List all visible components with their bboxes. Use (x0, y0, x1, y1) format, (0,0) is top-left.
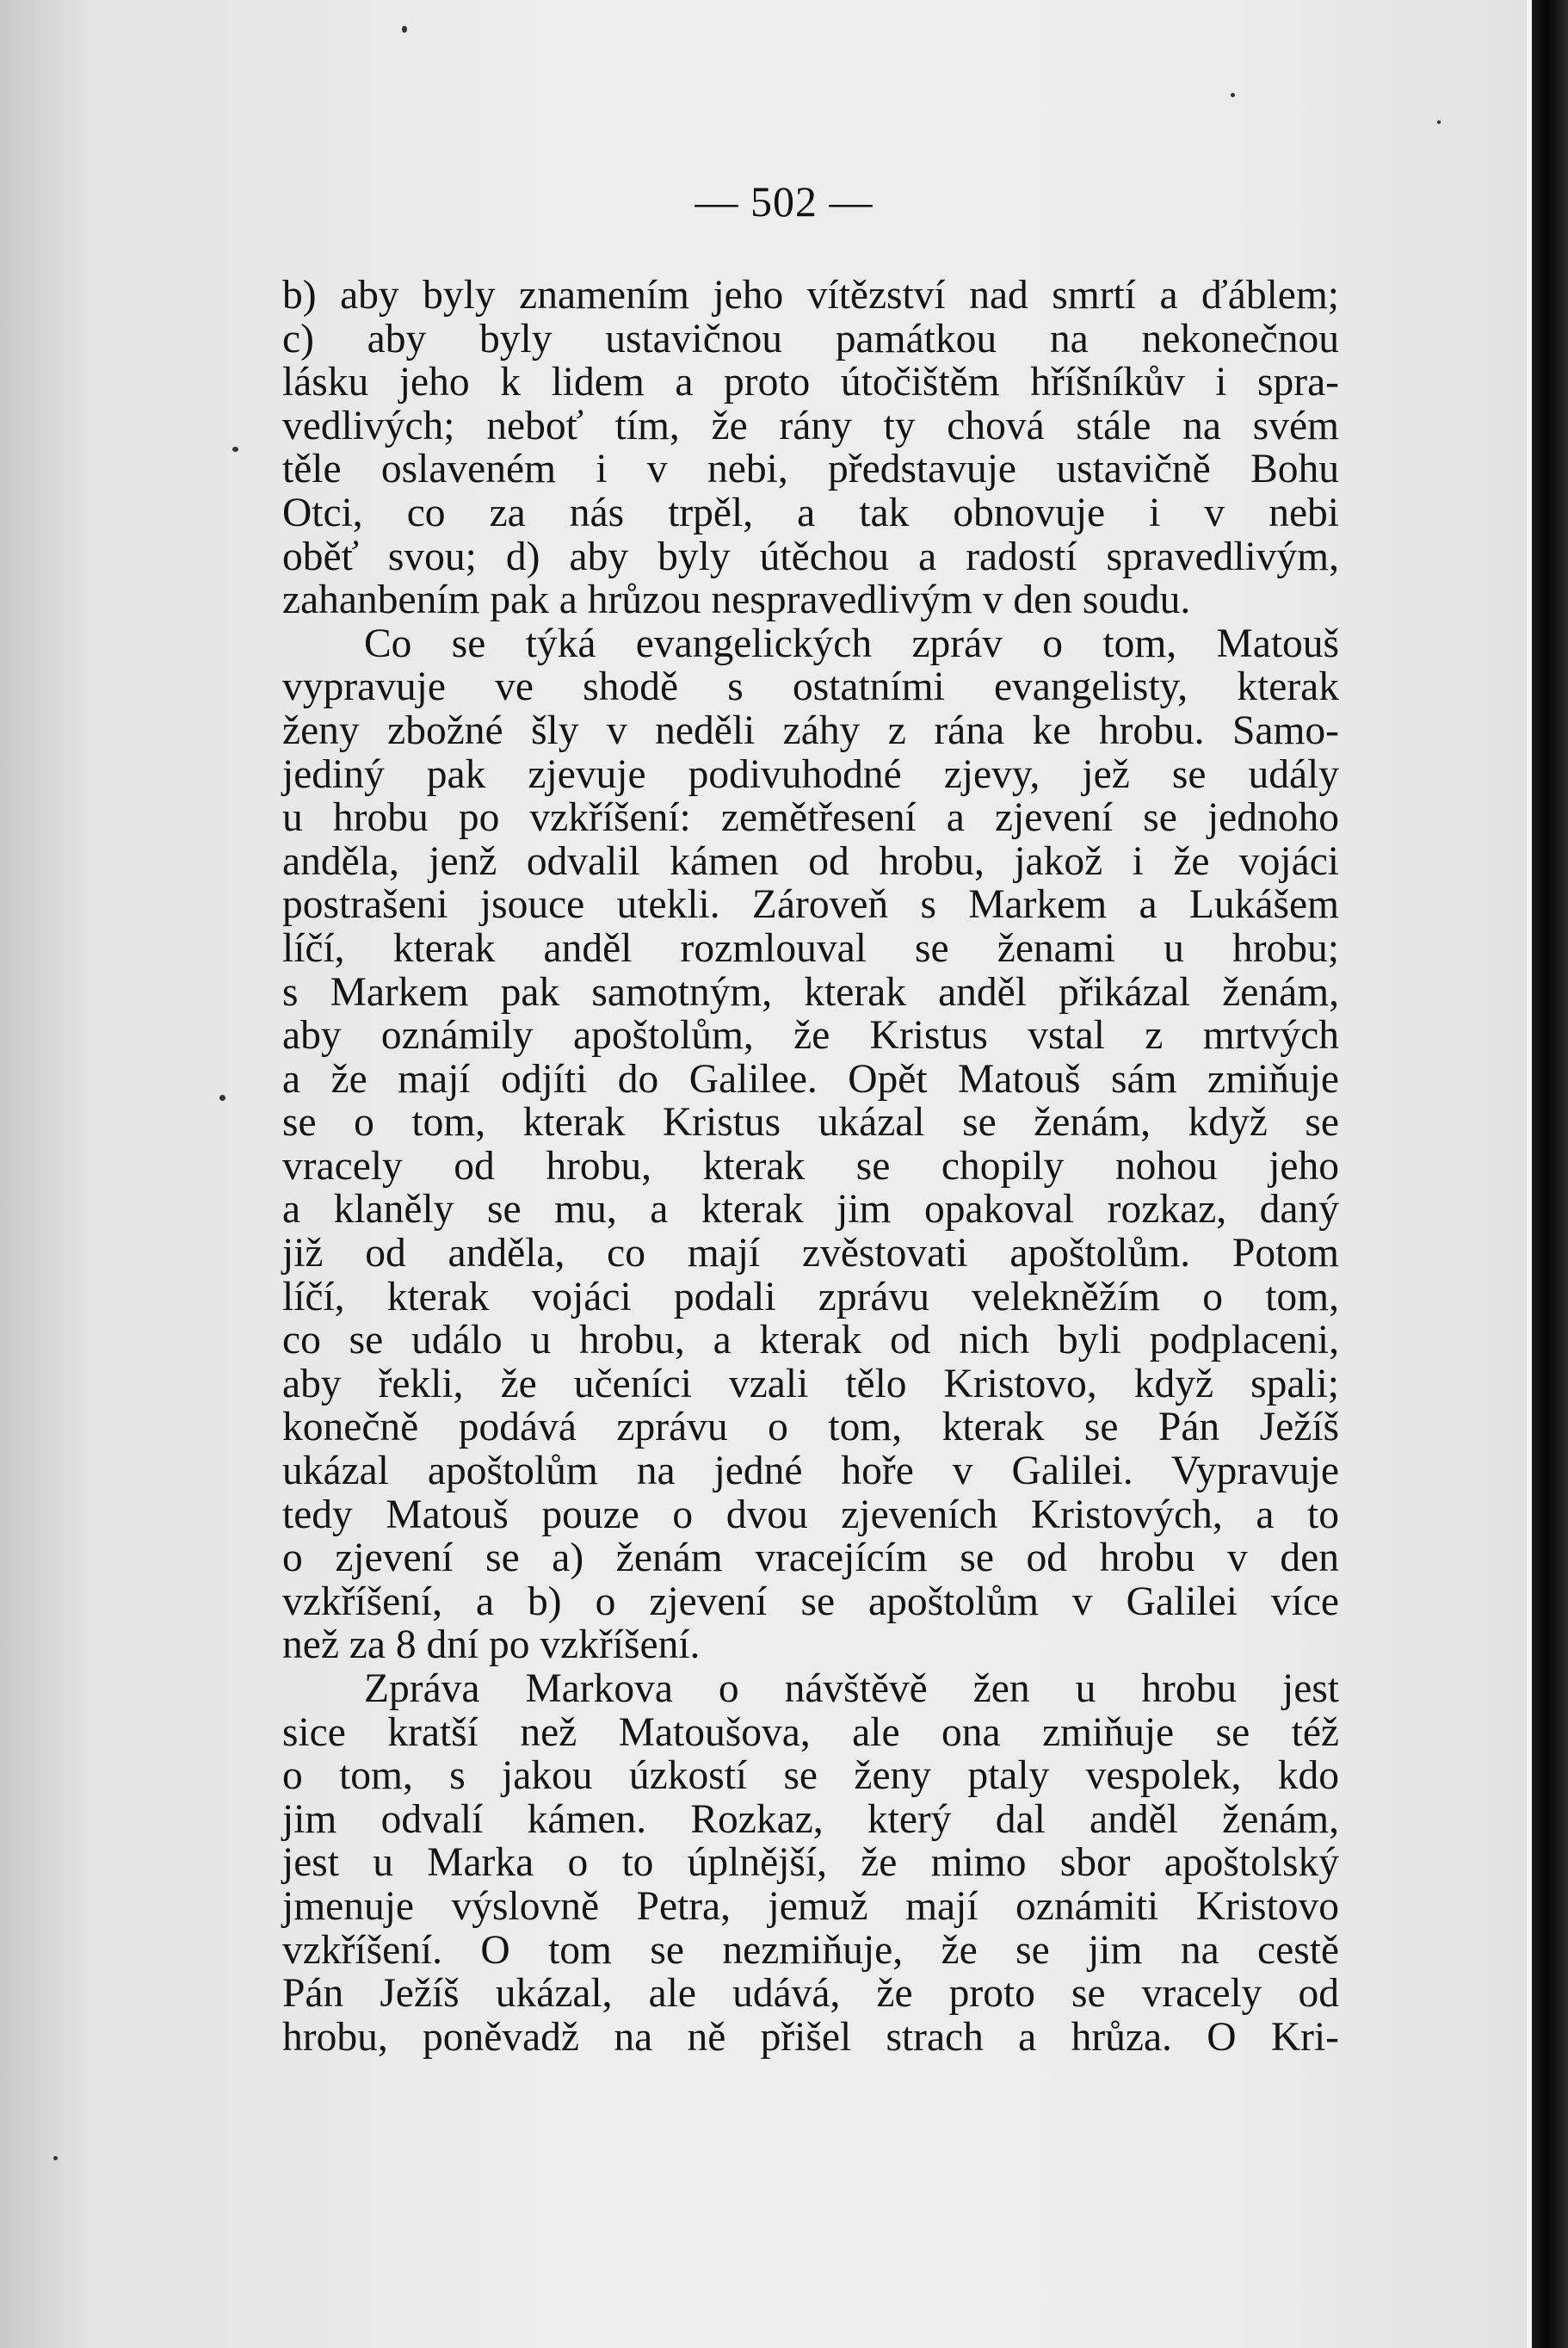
text-line: aby řekli, že učeníci vzali tělo Kristovo, když spali; (282, 1361, 1339, 1406)
print-speck (232, 447, 238, 452)
text-line: vzkříšení. O tom se nezmiňuje, že se jim na cestě (282, 1927, 1339, 1973)
text-line: co se událo u hrobu, a kterak od nich byli podplaceni, (282, 1318, 1339, 1363)
text-line: líčí, kterak vojáci podali zprávu velekněžím o tom, (282, 1274, 1339, 1319)
print-speck (1437, 120, 1441, 124)
text-line: vzkříšení, a b) o zjevení se apoštolům v Galilei více (282, 1579, 1339, 1624)
page-edge-shadow (1532, 0, 1568, 2348)
text-line: s Markem pak samotným, kterak anděl přikázal ženám, (282, 969, 1339, 1015)
text-line: a klaněly se mu, a kterak jim opakoval rozkaz, daný (282, 1187, 1339, 1233)
text-line: tedy Matouš pouze o dvou zjeveních Kristových, a to (282, 1492, 1339, 1537)
text-line: jediný pak zjevuje podivuhodné zjevy, jež se udály (282, 751, 1339, 797)
text-line: ukázal apoštolům na jedné hoře v Galilei. Vypravuje (282, 1449, 1339, 1494)
text-line: sice kratší než Matoušova, ale ona zmiňuje se též (282, 1709, 1339, 1755)
body-text (282, 274, 1339, 2059)
text-line: se o tom, kterak Kristus ukázal se ženám, když se (282, 1100, 1339, 1146)
text-line: jim odvalí kámen. Rozkaz, který dal anděl ženám, (282, 1796, 1339, 1842)
text-line: b) aby byly znamením jeho vítězství nad smrtí a ďáblem; (282, 273, 1339, 318)
text-line: Co se týká evangelických zpráv o tom, Matouš (364, 621, 1339, 666)
text-line: lásku jeho k lidem a proto útočištěm hříšníkův i spra- (282, 360, 1339, 405)
print-speck (219, 1095, 225, 1101)
text-line: c) aby byly ustavičnou památkou na nekonečnou (282, 316, 1339, 361)
text-line: Otci, co za nás trpěl, a tak obnovuje i v nebi (282, 490, 1339, 535)
text-line: anděla, jenž odvalil kámen od hrobu, jakož i že vojáci (282, 838, 1339, 884)
print-speck (1231, 93, 1235, 97)
text-line: líčí, kterak anděl rozmlouval se ženami u hrobu; (282, 925, 1339, 971)
text-line: Zpráva Markova o návštěvě žen u hrobu jest (364, 1666, 1339, 1711)
text-line: jest u Marka o to úplnější, že mimo sbor apoštolský (282, 1840, 1339, 1886)
text-line: oběť svou; d) aby byly útěchou a radostí spravedlivým, (282, 534, 1339, 579)
text-line: vracely od hrobu, kterak se chopily nohou jeho (282, 1143, 1339, 1189)
text-line: jmenuje výslovně Petra, jemuž mají oznámiti Kristovo (282, 1883, 1339, 1929)
text-line: zahanbením pak a hrůzou nespravedlivým v den soudu. (282, 578, 1191, 623)
text-line: u hrobu po vzkříšení: zemětřesení a zjevení se jednoho (282, 795, 1339, 841)
text-line: vedlivých; neboť tím, že rány ty chová stále na svém (282, 403, 1339, 448)
text-line: o tom, s jakou úzkostí se ženy ptaly vespolek, kdo (282, 1753, 1339, 1799)
text-line: ženy zbožné šly v neděli záhy z rána ke hrobu. Samo- (282, 707, 1339, 753)
text-line: již od anděla, co mají zvěstovati apoštolům. Potom (282, 1231, 1339, 1276)
text-line: a že mají odjíti do Galilee. Opět Matouš sám zmiňuje (282, 1056, 1339, 1102)
print-speck (402, 26, 407, 33)
text-line: konečně podává zprávu o tom, kterak se Pán Ježíš (282, 1405, 1339, 1450)
text-line: o zjevení se a) ženám vracejícím se od hrobu v den (282, 1535, 1339, 1581)
text-line: než za 8 dní po vzkříšení. (282, 1622, 701, 1668)
page-number: — 502 — (694, 177, 874, 226)
text-line: aby oznámily apoštolům, že Kristus vstal z mrtvých (282, 1013, 1339, 1059)
text-line: Pán Ježíš ukázal, ale udává, že proto se vracely od (282, 1971, 1339, 2017)
text-line: těle oslaveném i v nebi, představuje ustavičně Bohu (282, 447, 1339, 492)
print-speck (53, 2156, 58, 2160)
text-line: postrašeni jsouce utekli. Zároveň s Markem a Lukášem (282, 882, 1339, 928)
text-line: hrobu, poněvadž na ně přišel strach a hrůza. O Kri- (282, 2014, 1339, 2060)
text-line: vypravuje ve shodě s ostatními evangelisty, kterak (282, 664, 1339, 710)
